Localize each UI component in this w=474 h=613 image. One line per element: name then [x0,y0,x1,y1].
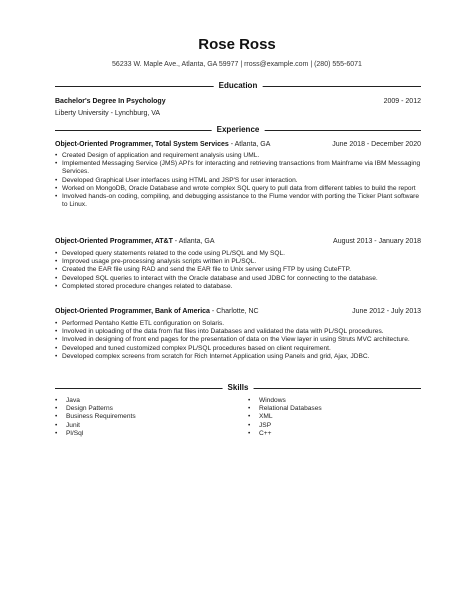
list-item: • Completed stored procedure changes related to database. [55,283,421,291]
list-item: • Developed Graphical User interfaces using HTML and JSP'S for user interaction. [55,177,421,185]
job-dates: June 2018 - December 2020 [332,141,421,148]
list-item: • XML [248,413,322,421]
list-item: • Design Patterns [55,405,136,413]
job-role: Object-Oriented Programmer, Total System Services [55,141,229,148]
list-item: • Developed SQL queries to interact with the Oracle database and used JDBC for connecting to the database. [55,275,421,283]
job-role: Object-Oriented Programmer, Bank of America [55,308,210,315]
job-location: - Atlanta, GA [172,238,215,245]
list-item: • Improved usage pre-processing analysis scripts written in PL/SQL. [55,258,421,266]
contact-line: 56233 W. Maple Ave., Atlanta, GA 59977 | rross@example.com | (280) 555-6071 [112,61,362,68]
job-location: - Charlotte, NC [209,308,259,315]
job-bullets-3 [55,320,421,361]
list-item: • Implemented Messaging Service (JMS) API's for interacting and retrieving transactions from Mainframe via IBM Messaging Services. [55,160,421,176]
list-item: • Created Design of application and requirement analysis using UML. [55,152,421,160]
degree: Bachelor's Degree In Psychology [55,98,166,105]
list-item: • Worked on MongoDB, Oracle Database and wrote complex SQL query to pull data from different tables to build the report [55,185,421,193]
education-title: Education [214,81,263,91]
skills-title: Skills [223,383,254,393]
job-dates: August 2013 - January 2018 [333,238,421,245]
list-item: • JSP [248,422,322,430]
education-dates: 2009 - 2012 [383,98,421,105]
list-item: • Involved in uploading of the data from flat files into Databases and validated the data with PL/SQL procedures. [55,328,421,336]
list-item: • Windows [248,397,322,405]
job-title-line [55,237,215,246]
list-item: • Business Requirements [55,413,136,421]
list-item: • Pl/Sql [55,430,136,438]
list-item: • Involved hands-on coding, compiling, and debugging assistance to the Flume vendor with porting the Ticker Plant software to Linux. [55,193,421,209]
list-item: • Developed and tuned customized complex PL/SQL procedures based on client requirement. [55,345,421,353]
skills-list-right [248,397,322,438]
job-title-line [55,140,270,149]
list-item: • Involved in designing of front end pages for the presentation of data on the View layer in using Struts MVC architecture. [55,336,421,344]
job-role: Object-Oriented Programmer, AT&T [55,238,173,245]
school: Liberty University - Lynchburg, VA [55,110,161,117]
list-item: • C++ [248,430,322,438]
candidate-name: Rose Ross [198,36,276,53]
experience-heading [55,125,421,135]
job-dates: June 2012 - July 2013 [352,308,421,315]
list-item: • Developed query statements related to the code using PL/SQL and My SQL. [55,250,421,258]
list-item: • Developed complex screens from scratch for Rich Internet Application using Panels and grid, Ajax, JDBC. [55,353,421,361]
job-title-line [55,307,259,316]
job-bullets-1 [55,152,421,209]
skills-list-left [55,397,136,438]
skills-heading [55,383,421,393]
list-item: • Created the EAR file using RAD and send the EAR file to Unix server using FTP by using CuteFTP. [55,266,421,274]
list-item: • Java [55,397,136,405]
education-heading [55,81,421,91]
job-bullets-2 [55,250,421,291]
list-item: • Relational Databases [248,405,322,413]
list-item: • Junit [55,422,136,430]
list-item: • Performed Pentaho Kettle ETL configuration on Solaris. [55,320,421,328]
job-location: - Atlanta, GA [228,141,271,148]
experience-title: Experience [212,125,265,135]
